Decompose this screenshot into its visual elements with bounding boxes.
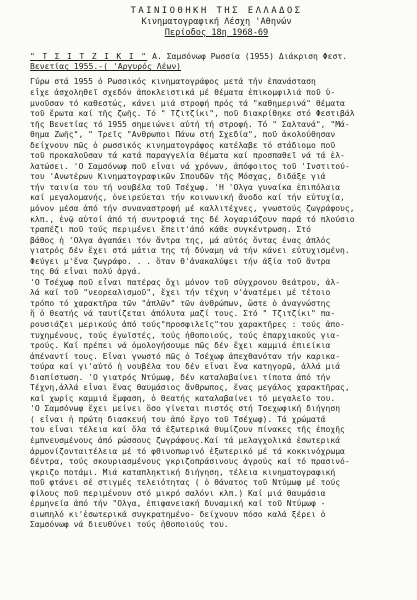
body-line: τούρα καί γι'αὐτό ἡ νουβέλα του δέν εἶναι ἕνα κατηγορῶ, ἀλλά μιά xyxy=(30,362,341,372)
body-line: τρούς. Καί πρέπει νά ὁμολογήσουμε πῶς δέν ἔχει καμμιά ἐπιείκια xyxy=(30,341,331,351)
body-line: τραπέζι ποῦ τούς περιμένει ἔπειτ'ἀπό κάθε συγκέντρωση. Στό xyxy=(30,225,311,235)
body-line: σιωπηλό κι'ἐσωτερικά συγκρατημένο- δείχνουν πόσο καλά ξέρει ὁ xyxy=(30,509,326,519)
body-line: τοῦ ἔρωτα καί τῆς ζωῆς. Τό " Τζιτζίκι", ποῦ διακρίθηκε στό Φεστιβάλ xyxy=(30,109,355,119)
body-line: ἤ ὁ θεατής νά ταυτίζεται ἀπόλυτα μαζί τους. Στό " Τζιτζίκι" πα- xyxy=(30,309,336,319)
body-line: μόνον μέσα ἀπό τήν συναναστροφή μέ καλλιτέχνες, γνωστούς ζωγράφους, xyxy=(30,203,355,213)
body-line: ποῦ φτάνει σέ στιγμές τελειότητας ( ὁ θάνατος τοῦ Ντύμωφ μέ τούς xyxy=(30,478,341,488)
review-body xyxy=(30,77,403,531)
season-period: Περίοδος 18η 1968-69 xyxy=(164,28,269,38)
body-line: του εἶναι τέλεια καί ὅλα τά ἐξωτερικά θυμίζουν πίνακες τῆς ἐποχῆς xyxy=(30,425,345,435)
film-title: " Τ Σ Ι Τ Ζ Ι Κ Ι " xyxy=(30,51,148,61)
body-line: τοῦ προκαλοῦσαν τά κατά παραγγελία θέματα καί προσπαθεῖ νά τά ἐλ- xyxy=(30,151,345,161)
body-line: Σαμσόνωφ νά διευθύνει τούς ἡθοποιούς του. xyxy=(30,520,229,530)
director-credit: Α. Σαμσόνωφ Ρωσσία (1955) Διάκριση Φεστ. xyxy=(152,51,348,61)
body-line: 'Ο Σαμσόνωφ ἔχει μείνει ὅσο γίνεται πιστός στή Τσεχωφική διήγηση xyxy=(30,404,341,414)
body-line: βάθος ἡ 'Ολγα ἀγαπάει τόν ἄντρα της, μά αὐτός ὄντας ἐνας ἀπλός xyxy=(30,235,331,245)
body-line: γιατρός δέν ἔχει στά μάτια της τή δύναμη νά τήν κάνει εὐτυχισμένη. xyxy=(30,246,350,256)
body-line: κλπ., ἐνῷ αὐτοί ἀπό τή συντροφιά της δέ λογαριάζουν παρά τό πλούσιο xyxy=(30,214,355,224)
body-line: τυχημένους, τούς ἐγωϊστές, τούς ἡθοποιούς, τούς ἐπαρχιακούς για- xyxy=(30,330,341,340)
body-line: διαπίστωση. 'Ο γιατρός Ντύμωφ, δέν καταλαβαίνει τίποτα ἀπό τήν xyxy=(30,372,331,382)
club-subtitle: Κινηματογραφική Λέσχη 'Αθηνών xyxy=(141,17,292,27)
body-line: Γύρω στά 1955 ὁ Ρωσσικός κινηματογράφος μετά τήν ἐπανάσταση xyxy=(30,77,316,87)
body-line: ἁρμονίζονταιτέλεια μέ τό φθινοπωρινό ἐξωτερικό μέ τά κοκκινόχρωμα xyxy=(30,446,345,456)
body-line: φίλους ποῦ περιμένουν στό μικρό σαλόνι κλπ.) Καί μιά θαυμάσια xyxy=(30,488,326,498)
body-line: καί χωρίς καμμιά ἔμφαση, ὁ θεατής καταλαβαίνει τό μεγαλεῖο του. xyxy=(30,393,336,403)
body-line: γκριζο ποτάμι. Μιά καταπληκτική διήγηση, τέλεια κινηματογραφική xyxy=(30,467,336,477)
body-line: τρόπο τό χαρακτῆρα τῶν "ἁπλῶν" τῶν ἀνθρώπων, ὥστε ὁ ἀναγνώστης xyxy=(30,298,331,308)
body-line: ἐμπνευσμένους ἀπό ρώσσους ζωγράφους.Καί τά μελαγχολικά ἐσωτερικά xyxy=(30,436,341,445)
body-line: θημα Ζωῆς", " Τρεῖς "Ανθρωποι Πάνω στή Σχεδία", ποῦ ἀκολούθησαν xyxy=(30,130,336,140)
document-header xyxy=(30,6,403,39)
body-line: Τέχνη,ἀλλά εἶναι ἕνας θαυμάσιος ἄνθρωπος, ἕνας μεγάλος χαρακτῆρας, xyxy=(30,383,350,393)
body-line: εἶχε ἀσχοληθεῖ σχεδόν ἀποκλειστικά μέ θέματα ἐπικομφιλιά ποῦ ὑ- xyxy=(30,87,336,97)
festival-award: Βενετίας 1955.-( 'Αργυρός Λέων) xyxy=(30,61,182,72)
body-line: ρουσιάζει μερικούς ἀπό τούς"προσφιλεῖς"του χαρακτῆρες : τούς ἀπο- xyxy=(30,319,345,329)
body-line: τήν ταινία του τή νουβέλα τοῦ Τσέχωφ. 'Η 'Ολγα γυναίκα ἐπιπόλαια xyxy=(30,182,341,192)
body-line: μνοῦσαν τό καθεστώς, κάνει μιά στροφή πρός τά "καθημερινά" θέματα xyxy=(30,98,345,108)
organization-name: ΤΑΙΝΙΟΘΗΚΗ ΤΗΣ ΕΛΛΑΔΟΣ xyxy=(130,6,303,16)
body-line: ἑρμηνεία ἀπό τήν "Ολγα, ἐπιφανειακή δυναμική καί τοῦ Ντύμωφ - xyxy=(30,499,326,509)
film-title-block xyxy=(30,51,403,71)
body-line: καί μεγαλομανής, ὀνειρεύεται τήν κοινωνική ἄνοδο καί τήν εὐτυχία, xyxy=(30,193,345,203)
body-line: του 'Ανωτέρων Κινηματογραφικῶν Σπουδῶν τῆς Μόσχας, διδάξε γιά xyxy=(30,172,326,182)
body-line: ( εἶναι ἡ πρώτη διασκευή του ἀπό ἔργο τοῦ Τσέχωφ). Τά χρώματά xyxy=(30,414,326,424)
body-line: της θά εἶναι πολύ ἀργά. xyxy=(30,267,142,277)
body-line: δέντρα, τούς σκουριασμένους γκριζοπράσινους ἀγρούς καί τό πρασινό- xyxy=(30,457,350,467)
body-line: ἀπέναντί τους. Εἶναι γνωστό πῶς ὁ Τσέχωφ ἀπεχθανόταν τήν καρικα- xyxy=(30,351,341,361)
body-line: λατώσει. 'Ο Σαμσόνωφ ποῦ εἶναι νά χρόνων, ἀπόφοιτος τοῦ 'Ινστιτού- xyxy=(30,161,350,171)
body-line: δείχνουν πῶς ὁ ρωσσικός κινηματογράφος κατέλαβε τό στάδιομο ποῦ xyxy=(30,140,336,150)
body-line: Φεύγει μ'ἕνα ζωγράφο. . . ὅταν θ'ἀνακαλύψει τήν ἀξία τοῦ ἄντρα xyxy=(30,256,331,266)
body-line: λά καί τοῦ "νεορεαλισμοῦ", ἔχει τήν τέχνη ν'ἀνατέμει μέ τέτοιο xyxy=(30,288,331,298)
body-line: τῆς Βενετίας τό 1955 σημειώνει αὐτή τή στροφή. Τό " Σαλτανά", "Μά- xyxy=(30,119,350,129)
body-line: 'Ο Τσέχωφ ποῦ εἶναι πατέρας ὄχι μόνον τοῦ σύγχρονου θεάτρου, ἀλ- xyxy=(30,277,341,287)
